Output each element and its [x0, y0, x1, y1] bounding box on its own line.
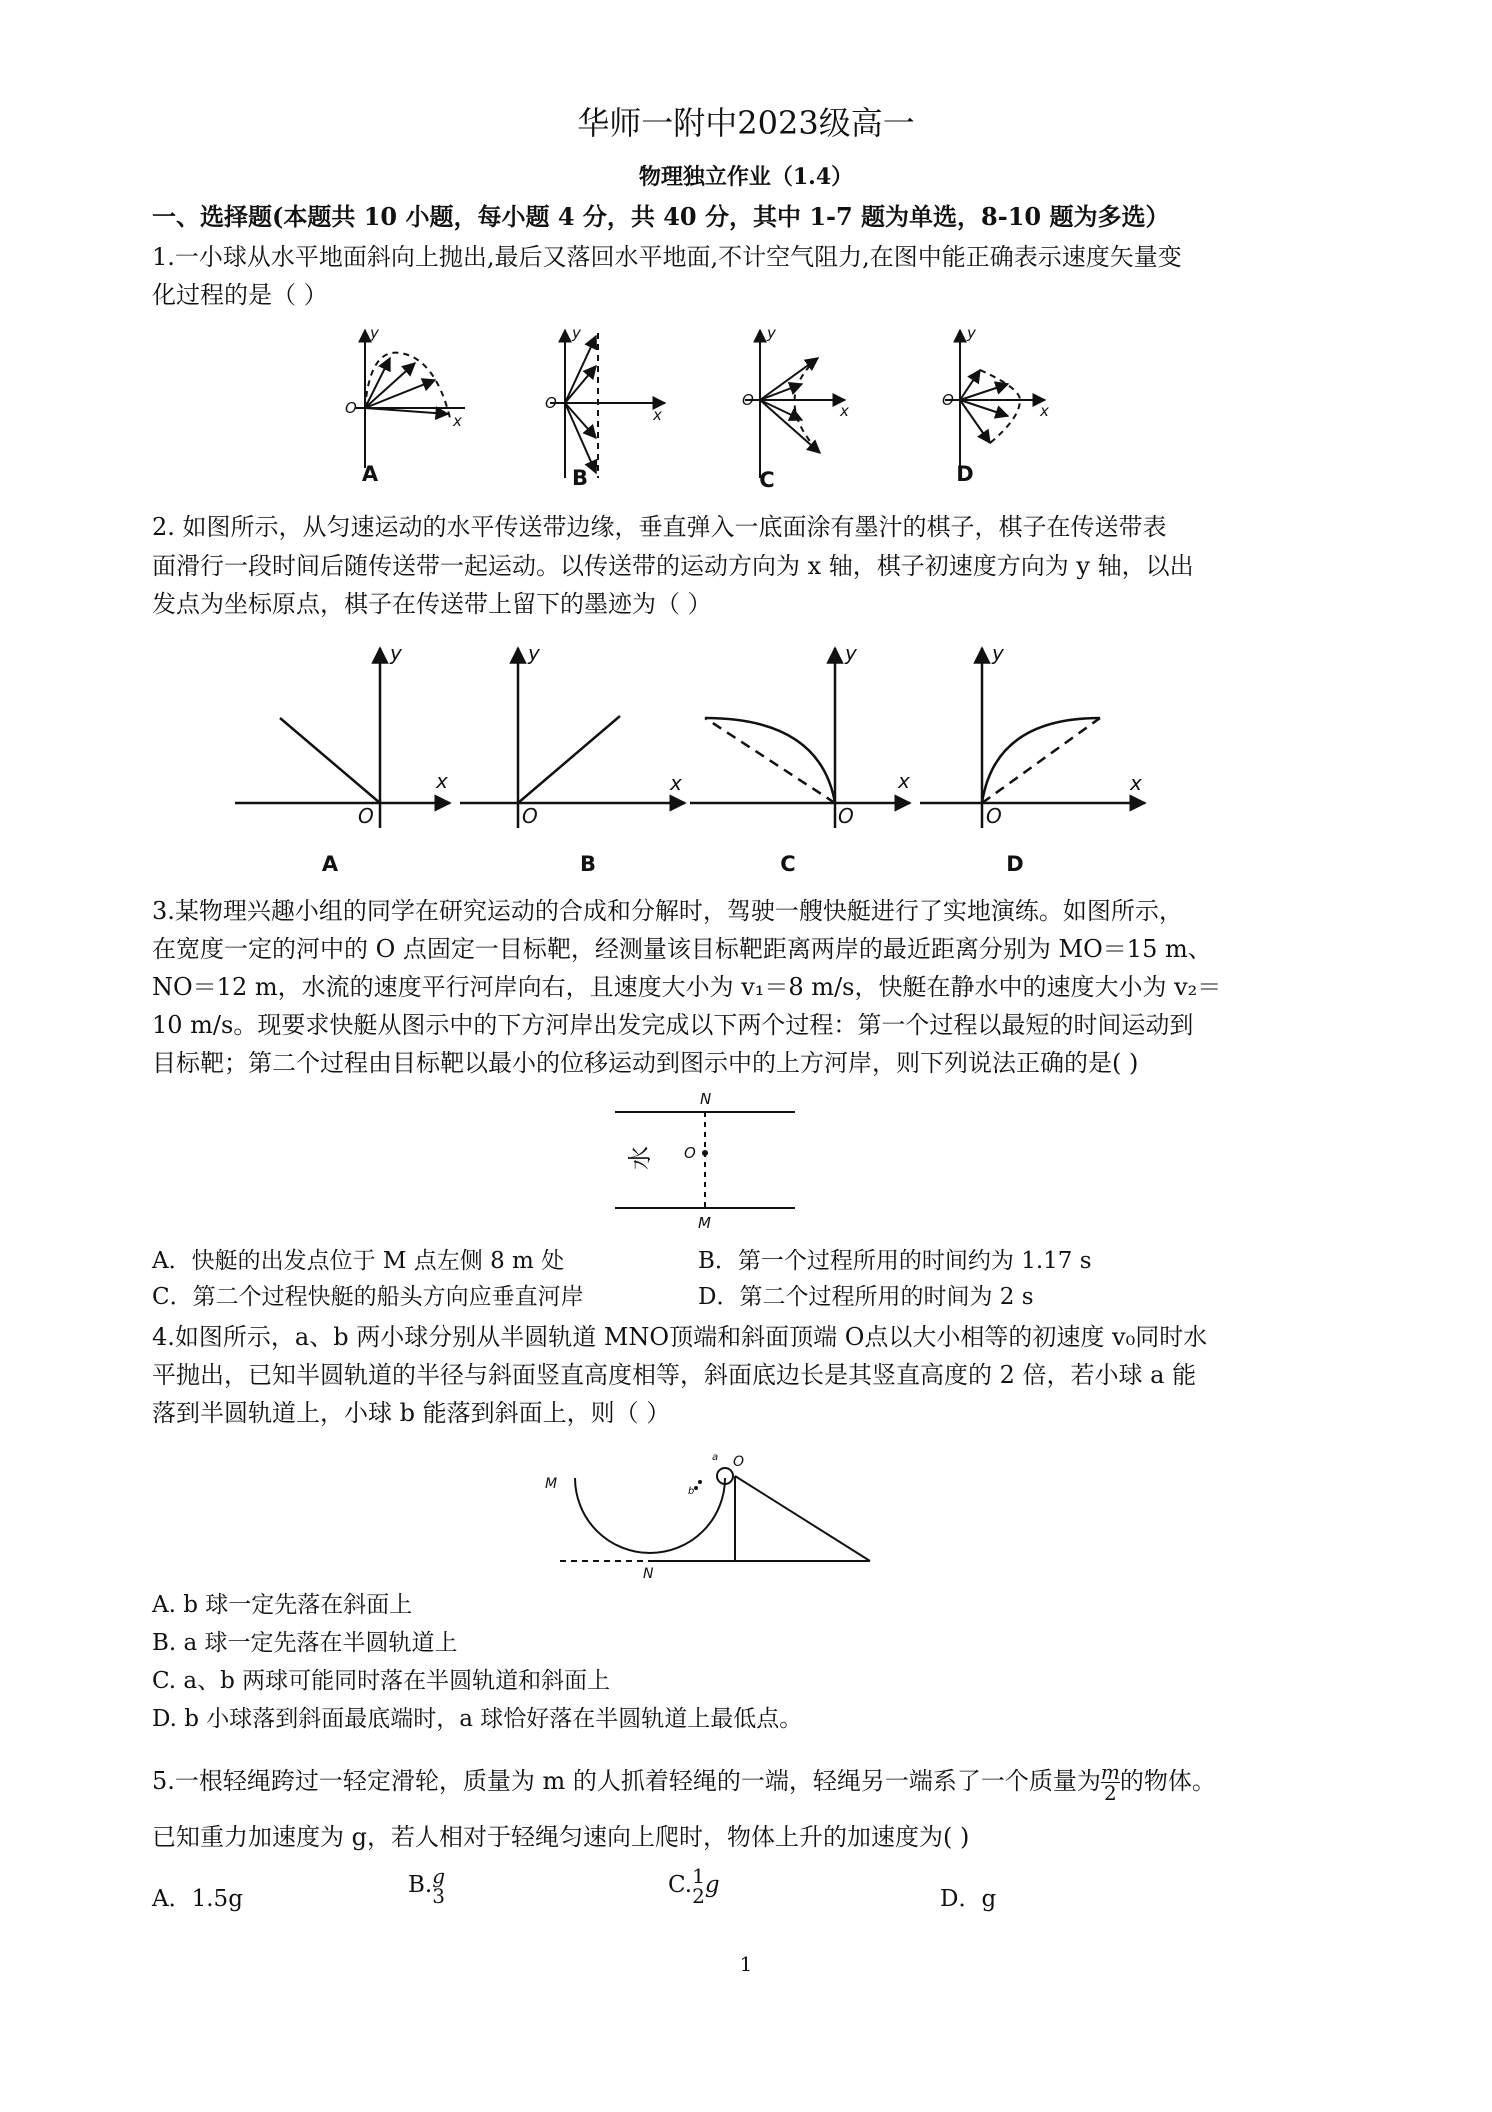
q1-graph-b: [550, 330, 665, 478]
q3-label-o: O: [684, 1144, 696, 1162]
q3-river-figure: [600, 1090, 810, 1240]
q2-text-line3: 发点为坐标原点，棋子在传送带上留下的墨迹为（ ）: [152, 590, 712, 618]
q5-option-d: D．g: [940, 1886, 997, 1912]
q1-text-line2: 化过程的是（ ）: [152, 281, 328, 309]
q1-a-o-label: O: [345, 399, 357, 417]
q4-option-c: C. a、b 两球可能同时落在半圆轨道和斜面上: [152, 1668, 611, 1694]
q2-c-x-label: x: [898, 769, 910, 793]
q2-label-d: D: [1006, 852, 1024, 876]
q1-a-x-label: x: [453, 412, 462, 430]
q4-option-d: D. b 小球落到斜面最底端时，a 球恰好落在半圆轨道上最低点。: [152, 1706, 803, 1732]
page-number: 1: [739, 1952, 753, 1976]
q2-a-y-label: y: [390, 641, 402, 665]
q1-label-c: C: [759, 468, 775, 492]
q3-option-b: B．第一个过程所用的时间约为 1.17 s: [698, 1248, 1092, 1274]
q4-label-n: N: [643, 1566, 654, 1578]
q5-text-line1a: 5.一根轻绳跨过一轻定滑轮，质量为 m 的人抓着轻绳的一端，轻绳另一端系了一个质量为: [152, 1767, 1101, 1795]
q5-text-line1: [152, 1762, 1352, 1803]
q1-b-y-label: y: [572, 324, 581, 342]
q1-a-y-label: y: [370, 324, 379, 342]
q1-c-y-label: y: [767, 324, 776, 342]
q5-option-a: A．1.5g: [152, 1886, 243, 1912]
q1-d-x-label: x: [1040, 402, 1049, 420]
q1-text-line1: 1.一小球从水平地面斜向上抛出,最后又落回水平地面,不计空气阻力,在图中能正确表示速度矢量变: [152, 243, 1182, 271]
q4-text-line1: 4.如图所示，a、b 两小球分别从半圆轨道 MNO顶端和斜面顶端 O点以大小相等的初速度 v₀同时水: [152, 1323, 1208, 1351]
q4-option-a: A. b 球一定先落在斜面上: [152, 1592, 413, 1618]
q2-d-o-label: O: [986, 804, 1002, 828]
q5-option-c-prefix: C.: [668, 1872, 693, 1898]
q5-option-b-fraction: [432, 1866, 445, 1906]
q2-b-x-label: x: [670, 771, 682, 795]
q2-a-x-label: x: [436, 769, 448, 793]
q2-figure: [230, 638, 1150, 848]
q1-label-a: A: [361, 462, 379, 486]
page-title: 华师一附中2023级高一: [577, 104, 915, 142]
q3-text-line1: 3.某物理兴趣小组的同学在研究运动的合成和分解时，驾驶一艘快艇进行了实地演练。如图所示，: [152, 897, 1183, 925]
q1-label-d: D: [956, 462, 974, 486]
q5-text-line2: 已知重力加速度为 g，若人相对于轻绳匀速向上爬时，物体上升的加速度为( ): [152, 1823, 970, 1851]
q1-figure: [340, 318, 1120, 488]
q4-label-b: b: [688, 1486, 695, 1497]
q3-label-n: N: [700, 1090, 712, 1108]
q1-c-x-label: x: [840, 402, 849, 420]
q1-graph-c: [745, 330, 845, 478]
q2-label-a: A: [321, 852, 339, 876]
q1-d-y-label: y: [967, 324, 976, 342]
q5-frac-num: m: [1100, 1760, 1120, 1784]
q2-c-y-label: y: [845, 641, 857, 665]
q3-text-line3: NO＝12 m，水流的速度平行河岸向右，且速度大小为 v₁＝8 m/s，快艇在静水中的速度大小为 v₂＝: [152, 973, 1222, 1001]
q2-label-b: B: [579, 852, 596, 876]
q2-text-line2: 面滑行一段时间后随传送带一起运动。以传送带的运动方向为 x 轴，棋子初速度方向为 y 轴，以出: [152, 552, 1194, 580]
q5-option-b-prefix: B.: [408, 1872, 433, 1898]
q4-label-a: a: [712, 1452, 719, 1463]
q4-label-m: M: [545, 1476, 558, 1492]
q5-option-b-den: 3: [432, 1884, 445, 1908]
q5-option-c-num: 1: [692, 1864, 705, 1888]
q4-text-line3: 落到半圆轨道上，小球 b 能落到斜面上，则（ ）: [152, 1399, 671, 1427]
target-point-o: [702, 1150, 708, 1156]
q2-d-y-label: y: [992, 641, 1004, 665]
q2-a-o-label: O: [358, 804, 374, 828]
q5-text-line1b: 的物体。: [1119, 1767, 1216, 1795]
q1-label-b: B: [571, 466, 588, 490]
semicircle-track: [575, 1478, 725, 1553]
q1-d-o-label: O: [942, 391, 954, 409]
water-label: 水: [626, 1146, 654, 1170]
q5-option-b-num: g: [432, 1864, 446, 1888]
q4-text-line2: 平抛出，已知半圆轨道的半径与斜面竖直高度相等，斜面底边长是其竖直高度的 2 倍，若小球 a 能: [152, 1361, 1197, 1389]
page-subtitle: 物理独立作业（1.4）: [638, 164, 854, 190]
q5-frac-den: 2: [1104, 1781, 1117, 1805]
q5-option-c-suffix: g: [704, 1872, 720, 1898]
q4-figure: [540, 1448, 890, 1578]
q2-label-c: C: [780, 852, 796, 876]
q2-d-x-label: x: [1130, 771, 1142, 795]
q1-graph-a: [355, 330, 465, 468]
q2-b-y-label: y: [528, 641, 540, 665]
q1-c-o-label: O: [742, 391, 754, 409]
q3-text-line5: 目标靶；第二个过程由目标靶以最小的位移运动到图示中的上方河岸，则下列说法正确的是( ): [152, 1049, 1139, 1077]
q5-mass-fraction: [1101, 1762, 1120, 1803]
q3-text-line4: 10 m/s。现要求快艇从图示中的下方河岸出发完成以下两个过程：第一个过程以最短的时间运动到: [152, 1011, 1194, 1039]
q3-label-m: M: [698, 1214, 711, 1232]
q4-option-b: B. a 球一定先落在半圆轨道上: [152, 1630, 458, 1656]
q5-option-b: [408, 1866, 528, 1906]
q4-label-o: O: [733, 1454, 745, 1470]
q5-option-c: [668, 1866, 788, 1906]
q5-option-c-fraction: [692, 1866, 705, 1906]
q3-option-d: D．第二个过程所用的时间为 2 s: [698, 1284, 1034, 1310]
q1-b-o-label: O: [545, 394, 557, 412]
q2-b-o-label: O: [522, 804, 538, 828]
incline: [735, 1476, 870, 1561]
q3-option-c: C．第二个过程快艇的船头方向应垂直河岸: [152, 1284, 584, 1310]
q2-c-o-label: O: [838, 804, 854, 828]
q1-b-x-label: x: [653, 406, 662, 424]
section-heading: 一、选择题(本题共 10 小题，每小题 4 分，共 40 分，其中 1-7 题为单选，8-10 题为多选）: [152, 202, 1170, 231]
q3-option-a: A．快艇的出发点位于 M 点左侧 8 m 处: [152, 1248, 565, 1274]
q5-option-c-den: 2: [692, 1884, 705, 1908]
q3-text-line2: 在宽度一定的河中的 O 点固定一目标靶，经测量该目标靶距离两岸的最近距离分别为 MO＝15 m、: [152, 935, 1212, 963]
q1-graph-d: [945, 330, 1045, 478]
q2-text-line1: 2. 如图所示，从匀速运动的水平传送带边缘，垂直弹入一底面涂有墨汁的棋子，棋子在传送带表: [152, 513, 1167, 541]
